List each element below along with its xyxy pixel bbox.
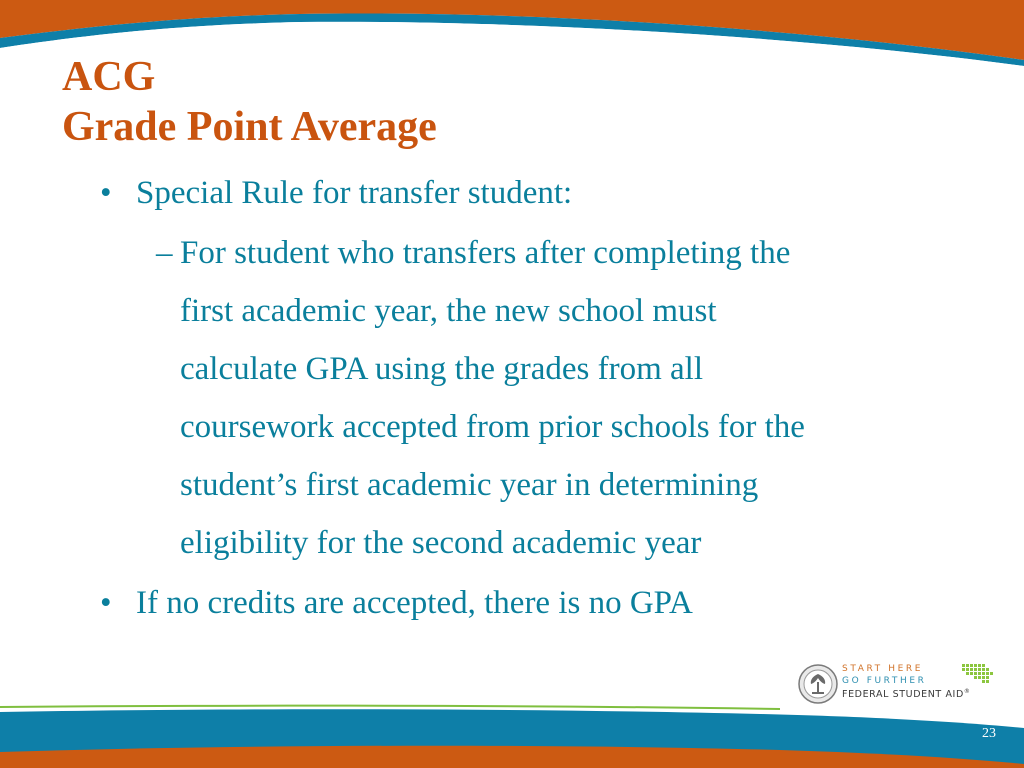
logo-dot-grid-icon	[962, 664, 998, 686]
sub-bullet-line: first academic year, the new school must	[180, 293, 717, 329]
bullet-text: Special Rule for transfer student:	[136, 175, 573, 211]
title-line-2: Grade Point Average	[62, 104, 437, 150]
department-seal-icon	[798, 664, 838, 704]
sub-bullet-line: eligibility for the second academic year	[180, 525, 702, 561]
sub-bullet-line: coursework accepted from prior schools for the	[180, 409, 805, 445]
bullet-marker: •	[100, 175, 112, 211]
slide-title	[62, 52, 437, 152]
sub-bullet-item	[156, 224, 960, 572]
sub-bullet-line: For student who transfers after completing the	[180, 235, 791, 271]
logo-line-start-here: START HERE	[842, 664, 924, 674]
logo-line-federal-student-aid: FEDERAL STUDENT AID®	[842, 688, 971, 701]
sub-bullet-line: student’s first academic year in determining	[180, 467, 759, 503]
slide-body	[100, 168, 960, 628]
logo-line-go-further: GO FURTHER	[842, 676, 927, 686]
bullet-item	[100, 168, 960, 218]
bullet-item	[100, 578, 960, 628]
bullet-text: If no credits are accepted, there is no GPA	[136, 585, 693, 621]
bottom-green-line	[0, 705, 780, 710]
sub-bullet-marker: –	[156, 235, 173, 271]
federal-student-aid-logo	[798, 662, 998, 706]
title-line-1: ACG	[62, 54, 156, 100]
slide-number: 23	[982, 726, 996, 741]
bullet-marker: •	[100, 585, 112, 621]
sub-bullet-line: calculate GPA using the grades from all	[180, 351, 703, 387]
